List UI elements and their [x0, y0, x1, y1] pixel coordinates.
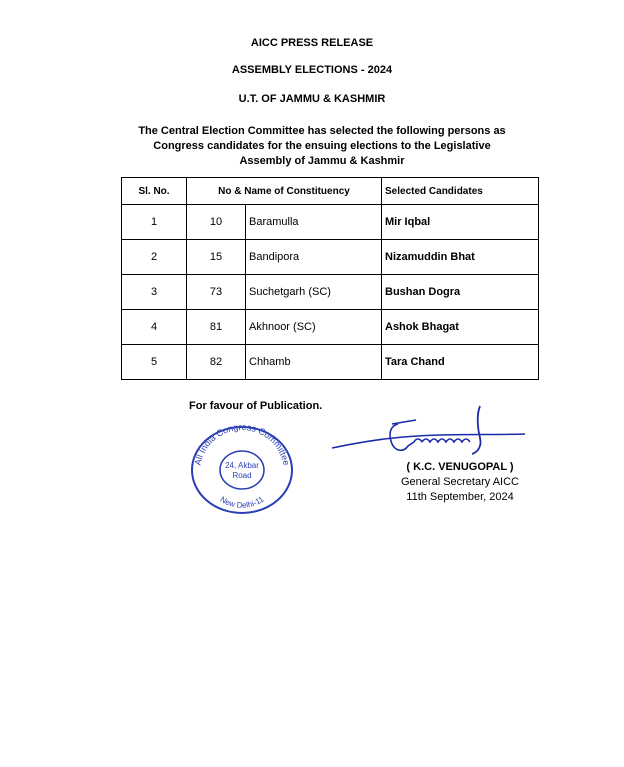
signature-image — [330, 402, 530, 464]
table-row — [122, 310, 539, 345]
table-row — [122, 275, 539, 310]
cell-candidate: Bushan Dogra — [382, 275, 539, 310]
intro-line-3: Assembly of Jammu & Kashmir — [239, 155, 405, 167]
cell-constituency-name: Baramulla — [246, 205, 382, 240]
aicc-seal-stamp — [186, 420, 298, 516]
cell-sl-no: 4 — [122, 310, 187, 345]
candidates-table — [121, 177, 539, 380]
cell-candidate: Tara Chand — [382, 345, 539, 380]
cell-constituency-number: 81 — [187, 310, 246, 345]
seal-arc-text: All India Congress Committee — [192, 421, 292, 467]
cell-sl-no: 2 — [122, 240, 187, 275]
cell-constituency-number: 15 — [187, 240, 246, 275]
seal-center-line-2: Road — [232, 471, 252, 480]
cell-sl-no: 5 — [122, 345, 187, 380]
signatory-title: General Secretary AICC — [401, 476, 519, 488]
intro-line-1: The Central Election Committee has selected the following persons as — [138, 125, 506, 137]
release-date: 11th September, 2024 — [406, 491, 514, 503]
intro-line-2: Congress candidates for the ensuing elections to the Legislative — [153, 140, 491, 152]
header-selected-candidates: Selected Candidates — [382, 178, 539, 205]
region-title: U.T. OF JAMMU & KASHMIR — [238, 93, 386, 105]
seal-bottom-text: New Delhi-11 — [218, 494, 266, 510]
table-header-row — [122, 178, 539, 205]
cell-sl-no: 1 — [122, 205, 187, 240]
header-sl-no: Sl. No. — [122, 178, 187, 205]
cell-constituency-number: 10 — [187, 205, 246, 240]
cell-constituency-name: Akhnoor (SC) — [246, 310, 382, 345]
cell-constituency-name: Suchetgarh (SC) — [246, 275, 382, 310]
seal-center-line-1: 24, Akbar — [225, 461, 259, 470]
cell-candidate: Ashok Bhagat — [382, 310, 539, 345]
publication-note: For favour of Publication. — [189, 400, 323, 412]
press-release-title: AICC PRESS RELEASE — [250, 37, 374, 49]
intro-paragraph — [112, 124, 532, 169]
signatory-block — [380, 460, 540, 505]
cell-constituency-number: 73 — [187, 275, 246, 310]
cell-candidate: Mir Iqbal — [382, 205, 539, 240]
table-row — [122, 345, 539, 380]
election-title: ASSEMBLY ELECTIONS - 2024 — [231, 64, 393, 76]
cell-constituency-name: Chhamb — [246, 345, 382, 380]
cell-constituency-name: Bandipora — [246, 240, 382, 275]
signatory-name: ( K.C. VENUGOPAL ) — [406, 461, 514, 473]
seal-outer-ring — [192, 427, 292, 513]
cell-candidate: Nizamuddin Bhat — [382, 240, 539, 275]
header-constituency: No & Name of Constituency — [187, 178, 382, 205]
seal-inner-ring — [220, 451, 264, 489]
table-row — [122, 205, 539, 240]
cell-sl-no: 3 — [122, 275, 187, 310]
cell-constituency-number: 82 — [187, 345, 246, 380]
table-row — [122, 240, 539, 275]
